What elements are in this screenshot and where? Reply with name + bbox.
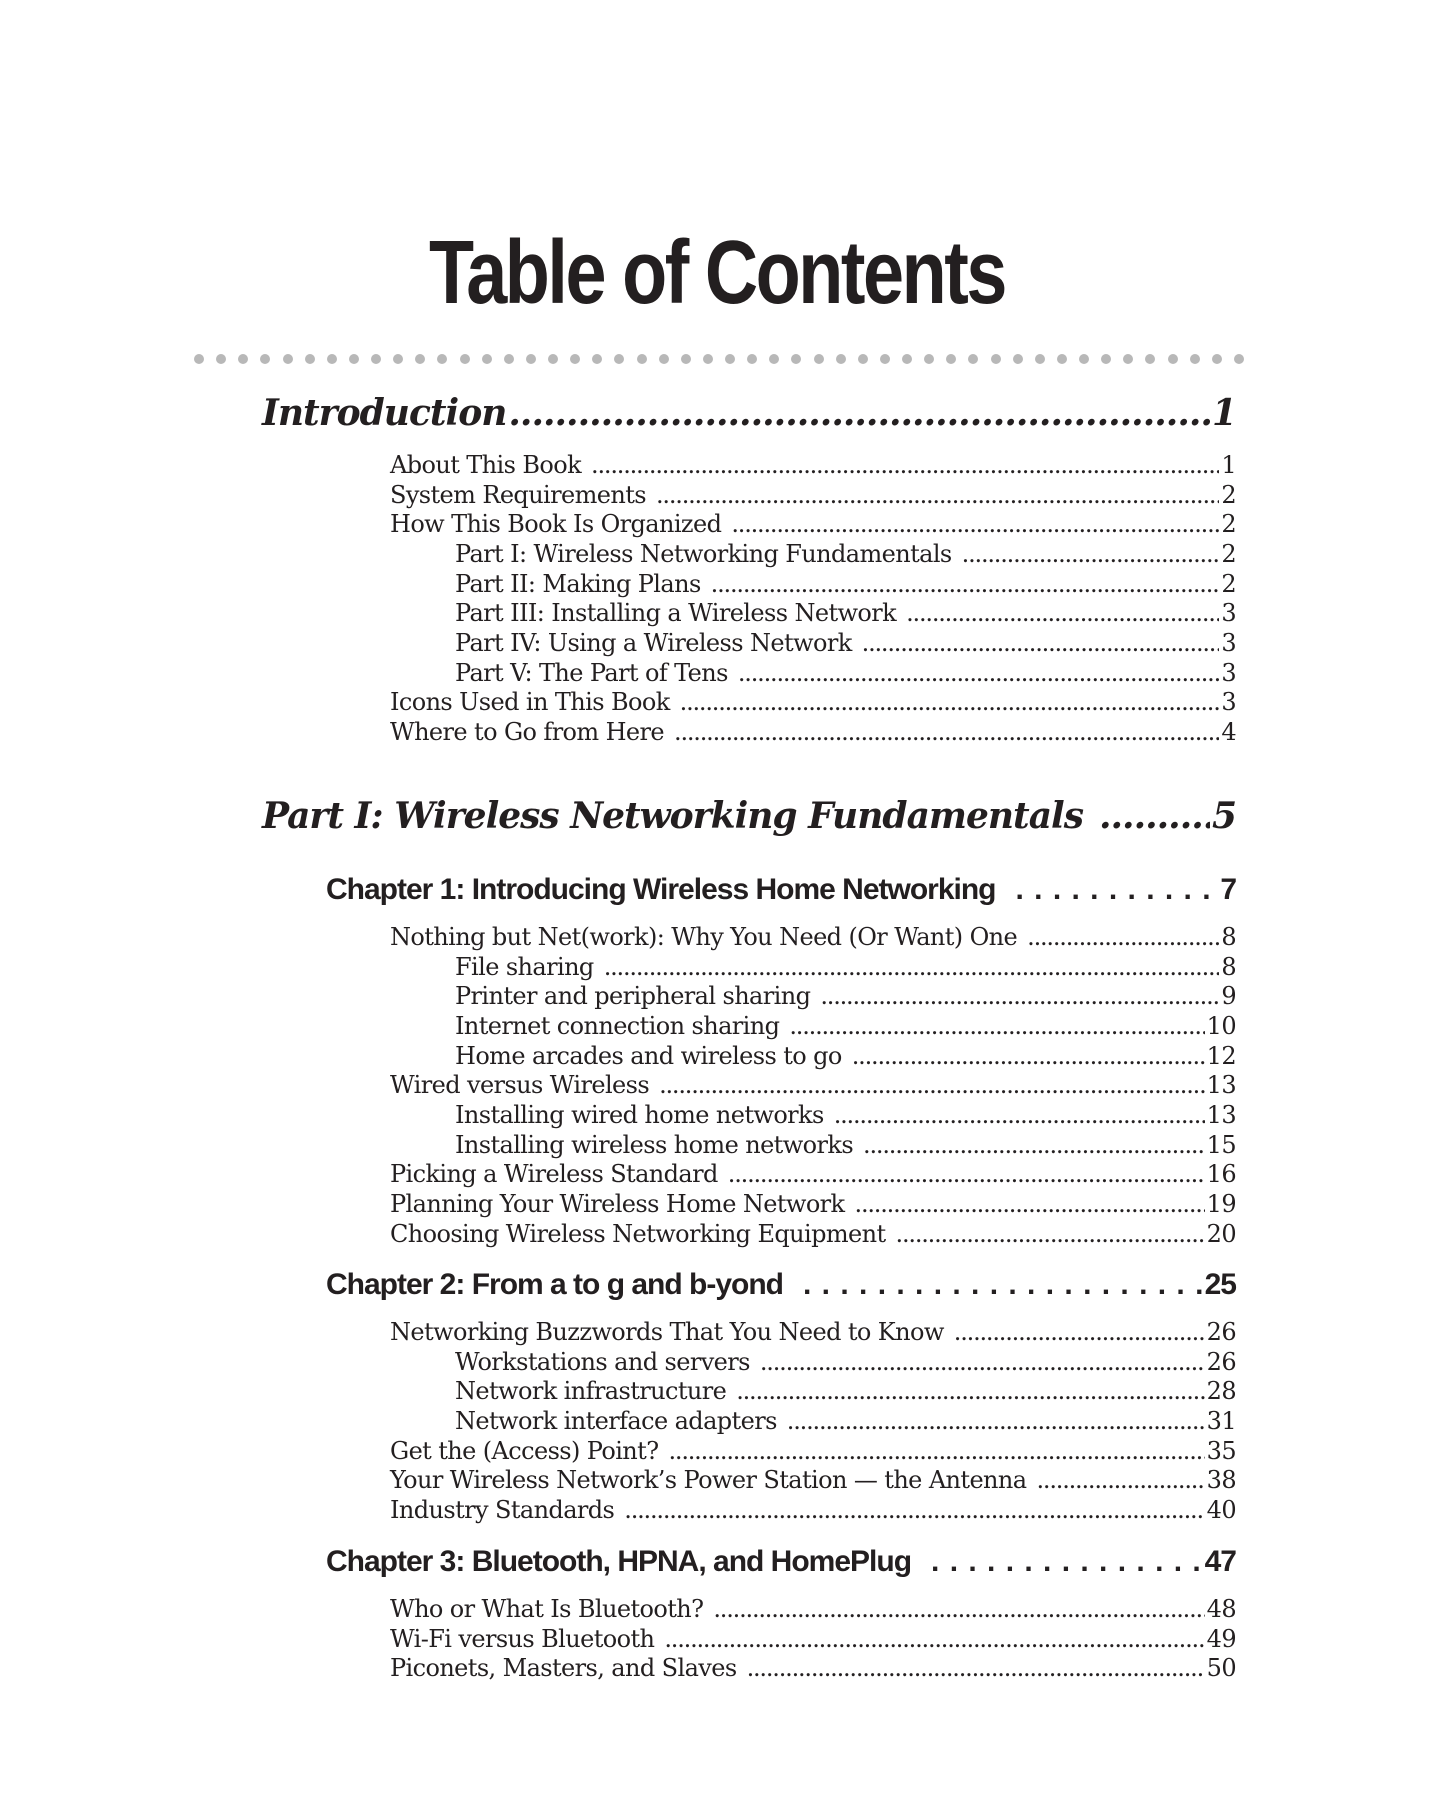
toc-entry-label: File sharing bbox=[455, 953, 594, 981]
toc-subentry[interactable] bbox=[455, 1407, 1236, 1435]
toc-entry-label: Part III: Installing a Wireless Network bbox=[455, 599, 897, 627]
divider-dot bbox=[526, 354, 536, 364]
leader-dots bbox=[789, 1012, 1204, 1040]
divider-dot bbox=[968, 354, 978, 364]
leader-dots bbox=[624, 1496, 1204, 1524]
divider-dot bbox=[283, 354, 293, 364]
toc-page-number: 7 bbox=[1220, 873, 1236, 906]
divider-dot bbox=[415, 354, 425, 364]
toc-entry[interactable] bbox=[390, 451, 1236, 479]
toc-entry-label: Planning Your Wireless Home Network bbox=[390, 1190, 845, 1218]
toc-page-number: 8 bbox=[1221, 923, 1236, 951]
leader-dots bbox=[728, 1160, 1205, 1188]
leader-dots bbox=[931, 1545, 1203, 1579]
toc-entry-label: Printer and peripheral sharing bbox=[455, 982, 811, 1010]
divider-dot bbox=[393, 354, 403, 364]
dotted-divider bbox=[194, 353, 1244, 365]
divider-dot bbox=[659, 354, 669, 364]
toc-chapter-label: Chapter 1: Introducing Wireless Home Networking bbox=[326, 873, 996, 906]
toc-entry-label: Part V: The Part of Tens bbox=[455, 659, 728, 687]
divider-dot bbox=[991, 354, 1001, 364]
toc-page-number: 2 bbox=[1221, 481, 1236, 509]
leader-dots bbox=[713, 1595, 1204, 1623]
toc-page-number: 2 bbox=[1221, 510, 1236, 538]
leader-dots bbox=[731, 510, 1219, 538]
toc-page-number: 40 bbox=[1206, 1496, 1236, 1524]
toc-subentry[interactable] bbox=[455, 1101, 1236, 1129]
leader-dots bbox=[855, 1190, 1205, 1218]
leader-dots bbox=[862, 629, 1220, 657]
toc-part-introduction[interactable] bbox=[262, 392, 1236, 434]
toc-page-number: 16 bbox=[1206, 1160, 1236, 1188]
toc-page-number: 3 bbox=[1221, 688, 1236, 716]
toc-chapter-3[interactable] bbox=[326, 1545, 1236, 1579]
leader-dots bbox=[747, 1654, 1205, 1682]
toc-page-number: 13 bbox=[1206, 1101, 1236, 1129]
toc-subentry[interactable] bbox=[455, 953, 1236, 981]
toc-page-number: 25 bbox=[1204, 1268, 1236, 1301]
leader-dots bbox=[736, 1377, 1204, 1405]
toc-subentry[interactable] bbox=[455, 1377, 1236, 1405]
leader-dots bbox=[1016, 873, 1219, 907]
toc-subentry[interactable] bbox=[455, 1012, 1236, 1040]
toc-subentry[interactable] bbox=[455, 599, 1236, 627]
divider-dot bbox=[238, 354, 248, 364]
toc-entry-label: Home arcades and wireless to go bbox=[455, 1042, 842, 1070]
toc-entry-label: Picking a Wireless Standard bbox=[390, 1160, 718, 1188]
toc-entry-label: How This Book Is Organized bbox=[390, 510, 722, 538]
toc-entry[interactable] bbox=[390, 923, 1236, 951]
leader-dots bbox=[962, 540, 1220, 568]
divider-dot bbox=[194, 354, 204, 364]
toc-page-number: 13 bbox=[1206, 1071, 1236, 1099]
toc-chapter-label: Chapter 3: Bluetooth, HPNA, and HomePlug bbox=[326, 1545, 912, 1578]
toc-entry-label: Network infrastructure bbox=[455, 1377, 727, 1405]
toc-page-number: 26 bbox=[1206, 1318, 1236, 1346]
toc-subentry[interactable] bbox=[455, 629, 1236, 657]
toc-entry-label: Installing wired home networks bbox=[455, 1101, 824, 1129]
toc-entry[interactable] bbox=[390, 1318, 1236, 1346]
leader-dots bbox=[680, 688, 1220, 716]
leader-dots bbox=[668, 1437, 1204, 1465]
toc-part-1[interactable] bbox=[262, 795, 1236, 837]
divider-dot bbox=[1212, 354, 1222, 364]
toc-subentry[interactable] bbox=[455, 540, 1236, 568]
toc-entry-label: Network interface adapters bbox=[455, 1407, 777, 1435]
divider-dot bbox=[349, 354, 359, 364]
leader-dots bbox=[896, 1220, 1205, 1248]
divider-dot bbox=[880, 354, 890, 364]
toc-page-number: 2 bbox=[1221, 570, 1236, 598]
leader-dots bbox=[834, 1101, 1205, 1129]
toc-entry-label: Networking Buzzwords That You Need to Know bbox=[390, 1318, 944, 1346]
leader-dots bbox=[1099, 795, 1210, 837]
divider-dot bbox=[1079, 354, 1089, 364]
toc-entry-label: Who or What Is Bluetooth? bbox=[390, 1595, 704, 1623]
toc-page-number: 48 bbox=[1206, 1595, 1236, 1623]
toc-page-number: 10 bbox=[1206, 1012, 1236, 1040]
divider-dot bbox=[1013, 354, 1023, 364]
toc-entry-label: Where to Go from Here bbox=[390, 718, 665, 746]
toc-chapter-2[interactable] bbox=[326, 1268, 1236, 1302]
toc-entry[interactable] bbox=[390, 1595, 1236, 1623]
toc-chapter-1[interactable] bbox=[326, 873, 1236, 907]
leader-dots bbox=[711, 570, 1220, 598]
toc-entry-label: About This Book bbox=[390, 451, 582, 479]
divider-dot bbox=[260, 354, 270, 364]
divider-dot bbox=[858, 354, 868, 364]
toc-entry[interactable] bbox=[390, 1160, 1236, 1188]
toc-page-number: 3 bbox=[1221, 629, 1236, 657]
divider-dot bbox=[836, 354, 846, 364]
divider-dot bbox=[703, 354, 713, 364]
toc-page-number: 15 bbox=[1206, 1131, 1236, 1159]
divider-dot bbox=[637, 354, 647, 364]
divider-dot bbox=[1190, 354, 1200, 364]
toc-page-number: 1 bbox=[1221, 451, 1236, 479]
divider-dot bbox=[1057, 354, 1067, 364]
toc-entry-label: Industry Standards bbox=[390, 1496, 615, 1524]
leader-dots bbox=[1027, 923, 1219, 951]
toc-subentry[interactable] bbox=[455, 1348, 1236, 1376]
toc-page-number: 19 bbox=[1206, 1190, 1236, 1218]
toc-entry[interactable] bbox=[390, 1625, 1236, 1653]
toc-page-number: 5 bbox=[1211, 795, 1236, 837]
toc-entry-label: System Requirements bbox=[390, 481, 646, 509]
divider-dot bbox=[570, 354, 580, 364]
toc-subentry[interactable] bbox=[455, 570, 1236, 598]
toc-entry-label: Get the (Access) Point? bbox=[390, 1437, 659, 1465]
toc-entry-label: Wi-Fi versus Bluetooth bbox=[390, 1625, 655, 1653]
leader-dots bbox=[604, 953, 1220, 981]
divider-dot bbox=[1101, 354, 1111, 364]
divider-dot bbox=[681, 354, 691, 364]
divider-dot bbox=[482, 354, 492, 364]
toc-entry-label: Your Wireless Network’s Power Station — the Antenna bbox=[390, 1466, 1027, 1494]
divider-dot bbox=[769, 354, 779, 364]
toc-subentry[interactable] bbox=[455, 659, 1236, 687]
toc-entry[interactable] bbox=[390, 510, 1236, 538]
toc-page-number: 3 bbox=[1221, 659, 1236, 687]
toc-entry-label: Part II: Making Plans bbox=[455, 570, 701, 598]
divider-dot bbox=[1145, 354, 1155, 364]
toc-entry[interactable] bbox=[390, 718, 1236, 746]
divider-dot bbox=[437, 354, 447, 364]
toc-entry-label: Icons Used in This Book bbox=[390, 688, 670, 716]
toc-page-number: 31 bbox=[1206, 1407, 1236, 1435]
toc-entry[interactable] bbox=[390, 1190, 1236, 1218]
leader-dots bbox=[591, 451, 1219, 479]
leader-dots bbox=[656, 481, 1219, 509]
leader-dots bbox=[852, 1042, 1205, 1070]
toc-entry-label: Internet connection sharing bbox=[455, 1012, 780, 1040]
toc-page-number: 4 bbox=[1221, 718, 1236, 746]
toc-entry-label: Piconets, Masters, and Slaves bbox=[390, 1654, 737, 1682]
toc-page-number: 47 bbox=[1204, 1545, 1236, 1578]
leader-dots bbox=[906, 599, 1219, 627]
divider-dot bbox=[791, 354, 801, 364]
divider-dot bbox=[216, 354, 226, 364]
toc-subentry[interactable] bbox=[455, 1131, 1236, 1159]
divider-dot bbox=[902, 354, 912, 364]
toc-entry[interactable] bbox=[390, 1496, 1236, 1524]
toc-entry[interactable] bbox=[390, 481, 1236, 509]
divider-dot bbox=[327, 354, 337, 364]
divider-dot bbox=[548, 354, 558, 364]
divider-dot bbox=[614, 354, 624, 364]
leader-dots bbox=[508, 392, 1210, 434]
toc-entry[interactable] bbox=[390, 1654, 1236, 1682]
toc-entry-label: Nothing but Net(work): Why You Need (Or Want) One bbox=[390, 923, 1018, 951]
leader-dots bbox=[674, 718, 1219, 746]
divider-dot bbox=[305, 354, 315, 364]
leader-dots bbox=[738, 659, 1219, 687]
leader-dots bbox=[1036, 1466, 1204, 1494]
toc-subentry[interactable] bbox=[455, 1042, 1236, 1070]
toc-page-number: 3 bbox=[1221, 599, 1236, 627]
divider-dot bbox=[725, 354, 735, 364]
divider-dot bbox=[814, 354, 824, 364]
toc-entry-label: Part IV: Using a Wireless Network bbox=[455, 629, 852, 657]
toc-part-label: Introduction bbox=[262, 392, 507, 434]
toc-page-number: 38 bbox=[1206, 1466, 1236, 1494]
toc-entry[interactable] bbox=[390, 1071, 1236, 1099]
divider-dot bbox=[946, 354, 956, 364]
toc-page-number: 26 bbox=[1206, 1348, 1236, 1376]
leader-dots bbox=[664, 1625, 1204, 1653]
toc-entry[interactable] bbox=[390, 1437, 1236, 1465]
divider-dot bbox=[1035, 354, 1045, 364]
leader-dots bbox=[787, 1407, 1205, 1435]
toc-entry-label: Choosing Wireless Networking Equipment bbox=[390, 1220, 886, 1248]
divider-dot bbox=[1168, 354, 1178, 364]
toc-page-number: 35 bbox=[1206, 1437, 1236, 1465]
divider-dot bbox=[371, 354, 381, 364]
leader-dots bbox=[659, 1071, 1205, 1099]
toc-page-number: 20 bbox=[1206, 1220, 1236, 1248]
toc-entry-label: Installing wireless home networks bbox=[455, 1131, 854, 1159]
divider-dot bbox=[1234, 354, 1244, 364]
toc-page-number: 49 bbox=[1206, 1625, 1236, 1653]
toc-page-number: 28 bbox=[1206, 1377, 1236, 1405]
divider-dot bbox=[460, 354, 470, 364]
divider-dot bbox=[504, 354, 514, 364]
divider-dot bbox=[747, 354, 757, 364]
toc-page-number: 1 bbox=[1211, 392, 1236, 434]
divider-dot bbox=[592, 354, 602, 364]
toc-entry[interactable] bbox=[390, 688, 1236, 716]
leader-dots bbox=[820, 982, 1219, 1010]
divider-dot bbox=[924, 354, 934, 364]
toc-page-number: 50 bbox=[1206, 1654, 1236, 1682]
toc-entry[interactable] bbox=[390, 1220, 1236, 1248]
toc-part-label: Part I: Wireless Networking Fundamentals bbox=[262, 795, 1083, 837]
toc-page-number: 2 bbox=[1221, 540, 1236, 568]
toc-subentry[interactable] bbox=[455, 982, 1236, 1010]
leader-dots bbox=[760, 1348, 1205, 1376]
leader-dots bbox=[954, 1318, 1205, 1346]
leader-dots bbox=[863, 1131, 1205, 1159]
toc-page-number: 9 bbox=[1221, 982, 1236, 1010]
toc-entry-label: Workstations and servers bbox=[455, 1348, 750, 1376]
page-title: Table of Contents bbox=[429, 223, 1005, 323]
divider-dot bbox=[1123, 354, 1133, 364]
toc-page-number: 8 bbox=[1221, 953, 1236, 981]
leader-dots bbox=[803, 1268, 1203, 1302]
toc-chapter-label: Chapter 2: From a to g and b-yond bbox=[326, 1268, 784, 1301]
toc-entry-label: Wired versus Wireless bbox=[390, 1071, 650, 1099]
toc-page-number: 12 bbox=[1206, 1042, 1236, 1070]
toc-entry-label: Part I: Wireless Networking Fundamentals bbox=[455, 540, 952, 568]
toc-entry[interactable] bbox=[390, 1466, 1236, 1494]
